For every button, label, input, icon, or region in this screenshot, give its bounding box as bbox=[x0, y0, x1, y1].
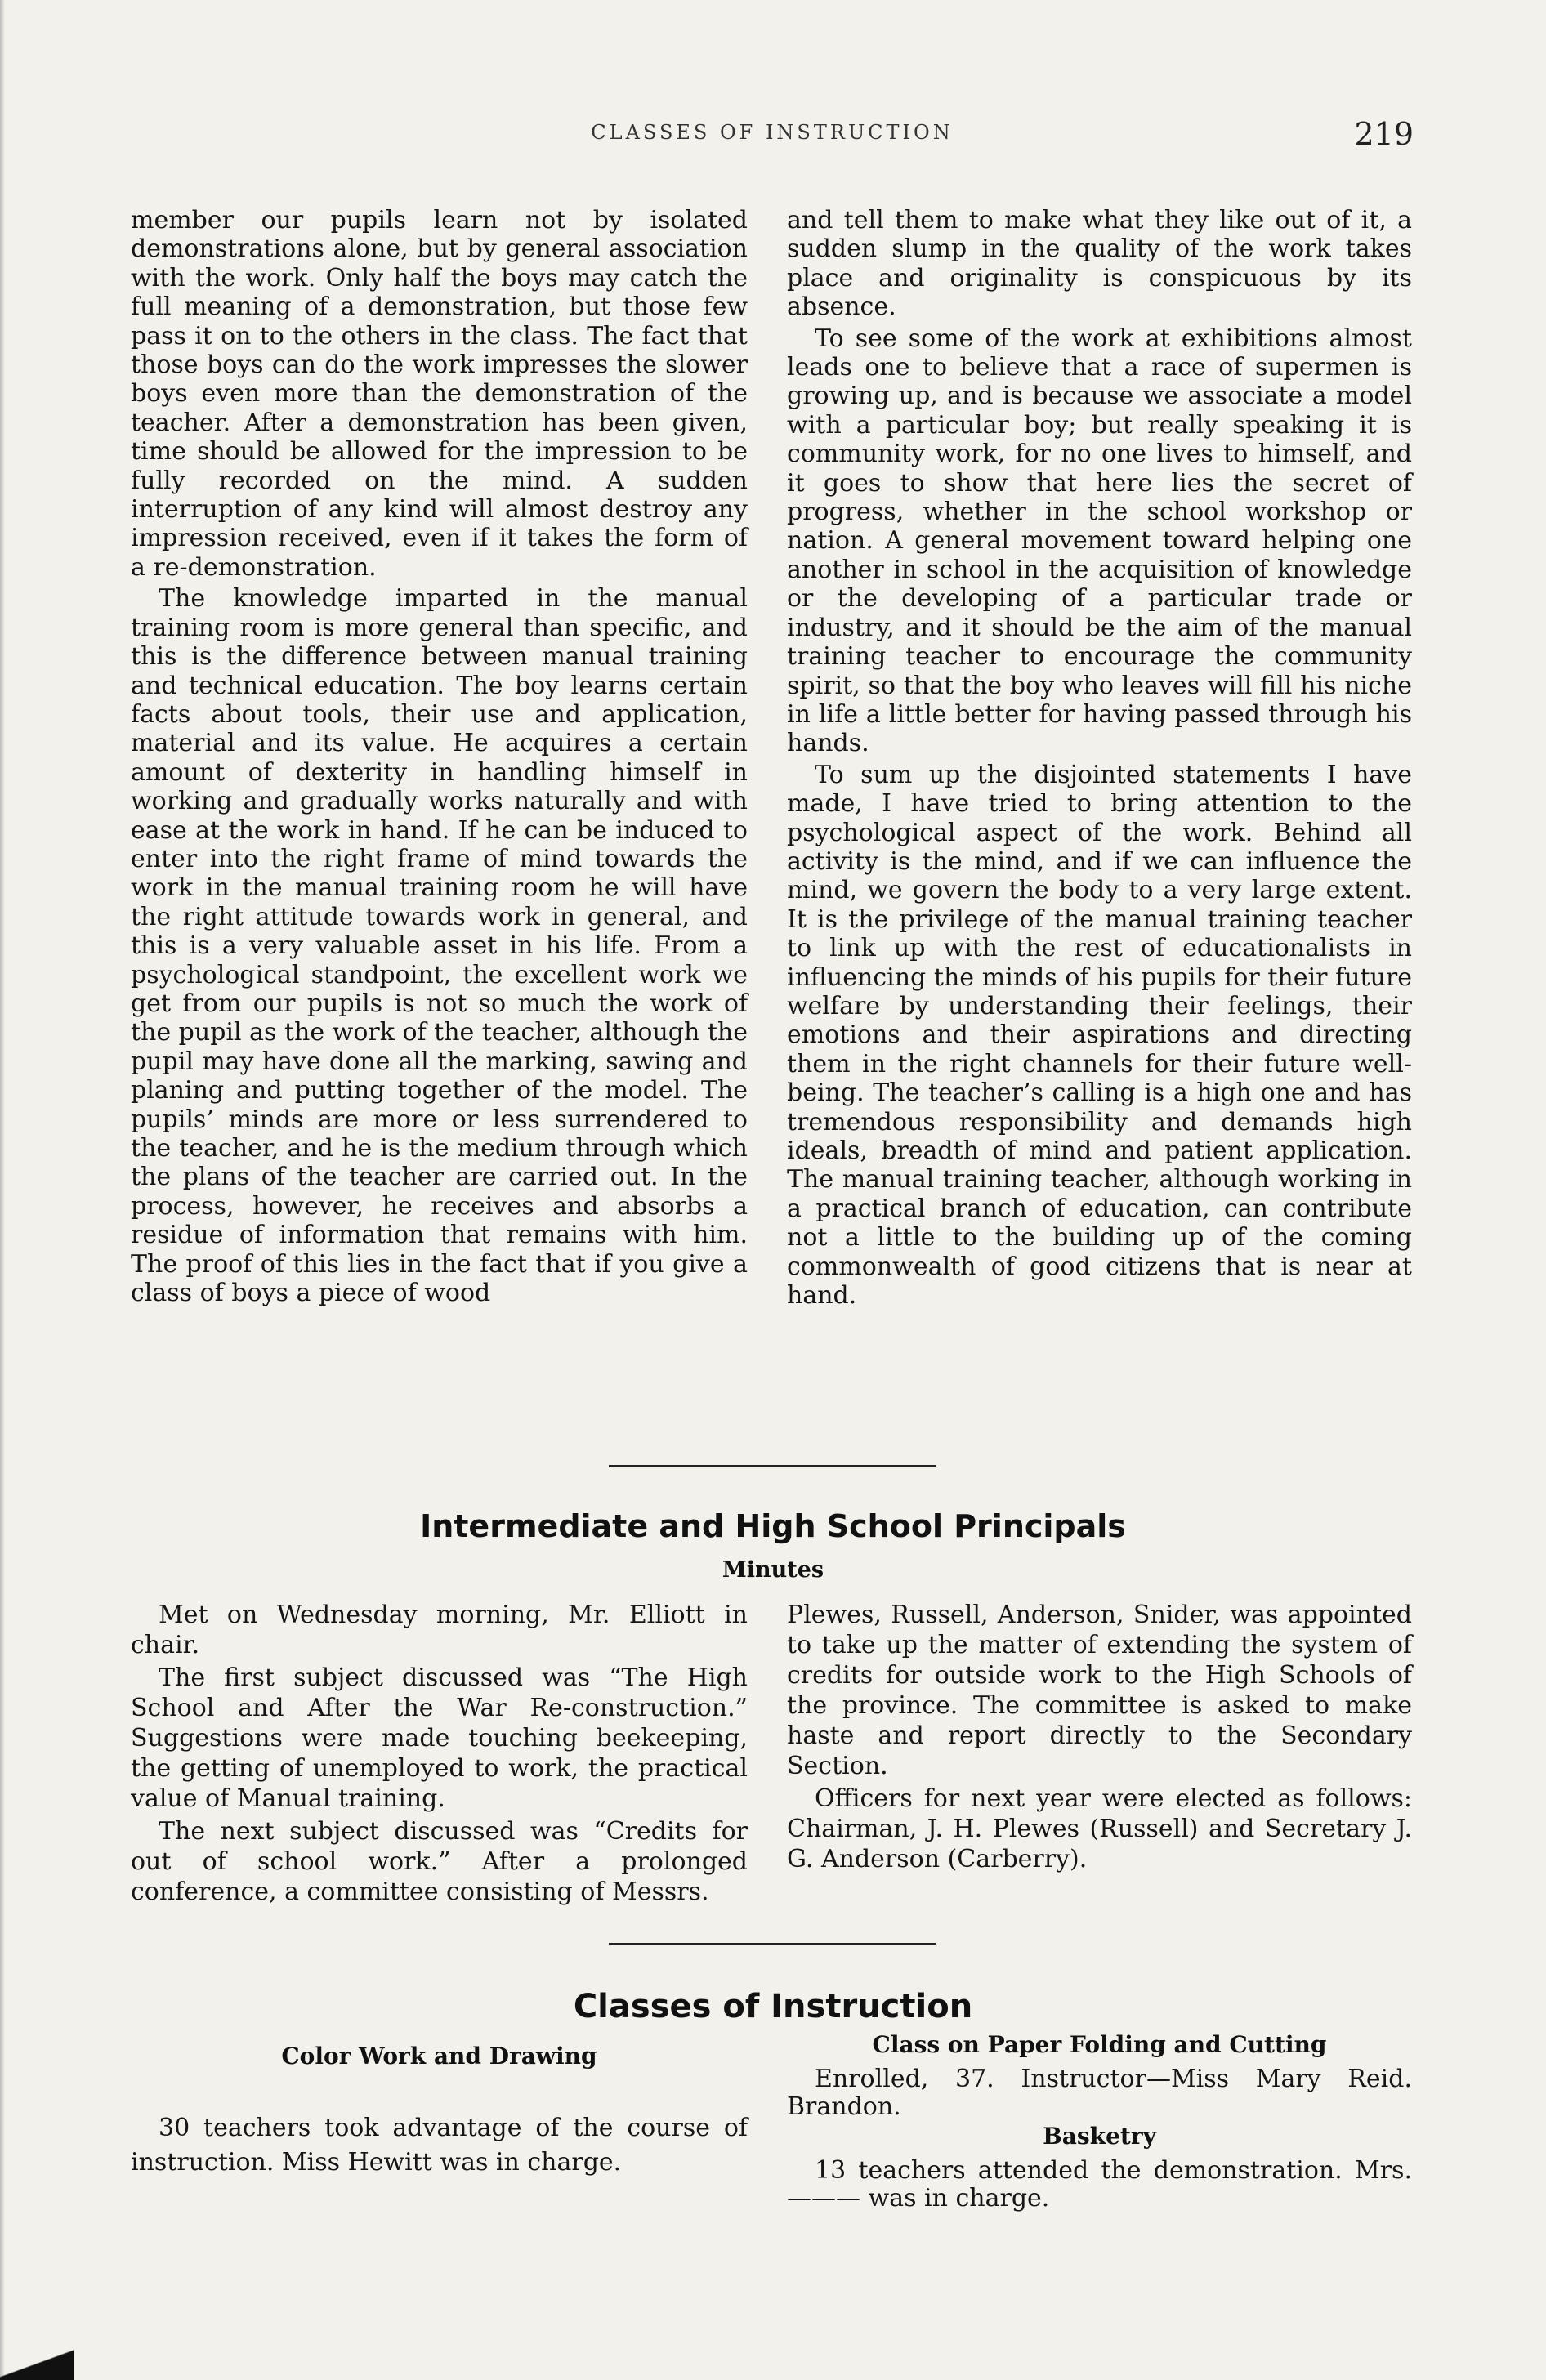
principals-section-title: Intermediate and High School Principals bbox=[420, 1508, 1126, 1544]
paper-folding-heading: Class on Paper Folding and Cutting bbox=[872, 2031, 1327, 2058]
paragraph: The next subject discussed was “Credits for out of school work.” After a prolonged conference, a committee consisting of Messrs. bbox=[131, 1817, 748, 1906]
running-header bbox=[131, 116, 1414, 154]
paragraph: Officers for next year were elected as follows: Chairman, J. H. Plewes (Russell) and Secretary J. G. Anderson (Carberry). bbox=[787, 1784, 1412, 1873]
paragraph: 13 teachers attended the demonstration. Mrs. ——— was in charge. bbox=[787, 2156, 1412, 2213]
basketry-heading: Basketry bbox=[1043, 2123, 1156, 2150]
paragraph: 30 teachers took advantage of the course of instruction. Miss Hewitt was in charge. bbox=[131, 2114, 748, 2177]
color-work-heading: Color Work and Drawing bbox=[281, 2043, 597, 2070]
paragraph: The first subject discussed was “The High School and After the War Re-construction.” Suggestions were made touching beekeeping, the getting of unemployed to work, the practical value of Manual training. bbox=[131, 1663, 748, 1813]
article-right-column bbox=[787, 206, 1412, 1310]
paper-folding-text bbox=[787, 2065, 1412, 2121]
classes-section-title: Classes of Instruction bbox=[573, 1988, 973, 2025]
paragraph: member our pupils learn not by isolated demonstrations alone, but by general association with the work. Only half the boys may catch the full meaning of a demonstration, but those few pass it on to the others in the class. The fact that those boys can do the work impresses the slower boys even more than the demonstration of the teacher. After a demonstration has been given, time should be allowed for the impression to be fully recorded on the mind. A sudden interruption of any kind will almost destroy any impression received, even if it takes the form of a re-demonstration. bbox=[131, 206, 748, 582]
running-title: CLASSES OF INSTRUCTION bbox=[591, 121, 954, 144]
paragraph: Met on Wednesday morning, Mr. Elliott in chair. bbox=[131, 1601, 748, 1659]
basketry-text bbox=[787, 2157, 1412, 2213]
page-corner-shadow bbox=[0, 2339, 74, 2380]
principals-right-column bbox=[787, 1600, 1412, 1874]
article-left-column bbox=[131, 206, 748, 1307]
paragraph: To see some of the work at exhibitions almost leads one to believe that a race of supermen is growing up, and is because we associate a model with a particular boy; but really speaking it is community work, for no one lives to himself, and it goes to show that here lies the secret of progress, whether in the school workshop or nation. A general movement toward helping one another in school in the acquisition of knowledge or the developing of a particular trade or industry, and it should be the aim of the manual training teacher to encourage the community spirit, so that the boy who leaves will fill his niche in life a little better for having passed through his hands. bbox=[787, 324, 1412, 758]
section-divider bbox=[609, 1465, 936, 1467]
principals-subtitle: Minutes bbox=[722, 1557, 824, 1583]
paragraph: The knowledge imparted in the manual training room is more general than specific, and this is the difference between manual training and technical education. The boy learns certain facts about tools, their use and application, material and its value. He acquires a certain amount of dexterity in handling himself in working and gradually works naturally and with ease at the work in hand. If he can be induced to enter into the right frame of mind towards the work in the manual training room he will have the right attitude towards work in general, and this is a very valuable asset in his life. From a psychological standpoint, the excellent work we get from our pupils is not so much the work of the pupil as the work of the teacher, although the pupil may have done all the marking, sawing and planing and putting together of the model. The pupils’ minds are more or less surrendered to the teacher, and he is the medium through which the plans of the teacher are carried out. In the process, however, he receives and absorbs a residue of information that remains with him. The proof of this lies in the fact that if you give a class of boys a piece of wood bbox=[131, 584, 748, 1308]
principals-left-column bbox=[131, 1600, 748, 1907]
section-divider bbox=[609, 1943, 936, 1945]
paragraph: Enrolled, 37. Instructor—Miss Mary Reid. Brandon. bbox=[787, 2065, 1412, 2121]
paragraph: To sum up the disjointed statements I have made, I have tried to bring attention to the psychological aspect of the work. Behind all activity is the mind, and if we can influence the mind, we govern the body to a very large extent. It is the privilege of the manual training teacher to link up with the rest of educationalists in influencing the minds of his pupils for their future welfare by understanding their feelings, their emotions and their aspirations and directing them in the right channels for their future well-being. The teacher’s calling is a high one and has tremendous responsibility and demands high ideals, breadth of mind and patient application. The manual training teacher, although working in a practical branch of education, can contribute not a little to the building up of the coming commonwealth of good citizens that is near at hand. bbox=[787, 760, 1412, 1311]
color-work-text bbox=[131, 2111, 748, 2180]
paragraph: and tell them to make what they like out of it, a sudden slump in the quality of the work takes place and originality is conspicuous by its absence. bbox=[787, 206, 1412, 322]
page-number: 219 bbox=[1354, 116, 1414, 152]
paragraph: Plewes, Russell, Anderson, Snider, was appointed to take up the matter of extending the system of credits for outside work to the High Schools of the province. The committee is asked to make haste and report directly to the Secondary Section. bbox=[787, 1601, 1412, 1780]
